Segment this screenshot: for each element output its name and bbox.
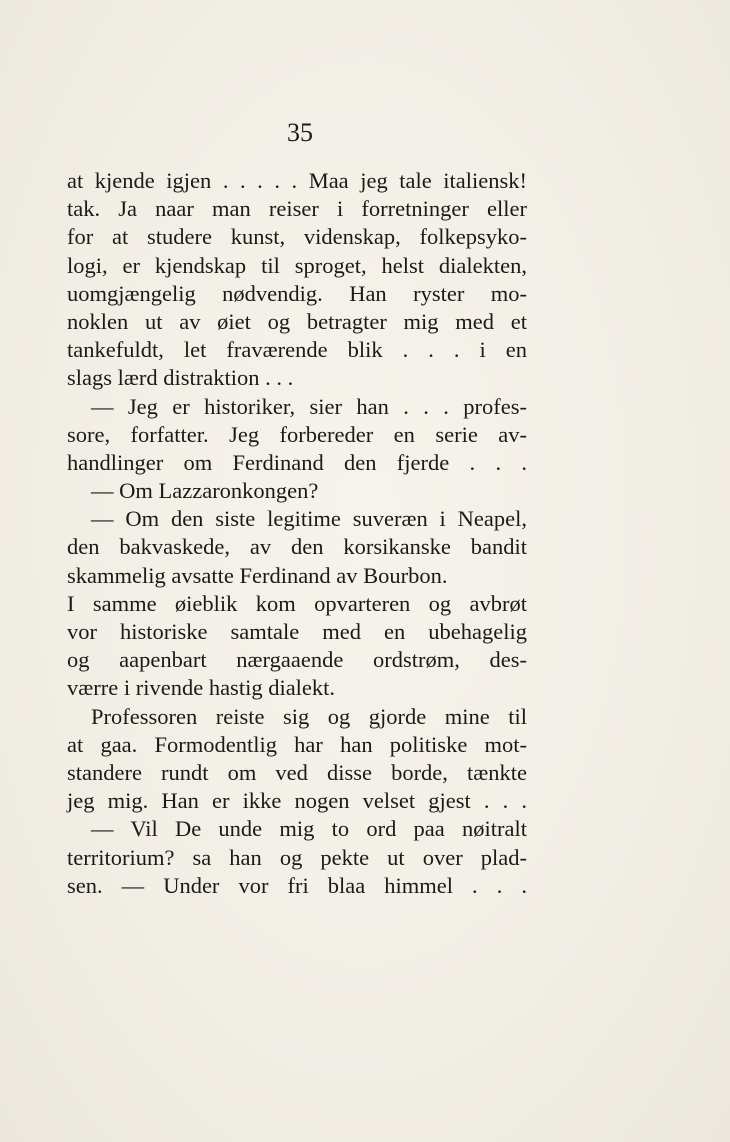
text-line: og aapenbart nærgaaende ordstrøm, des- bbox=[67, 647, 527, 673]
text-line: I samme øieblik kom opvarteren og avbrøt bbox=[67, 590, 527, 616]
text-line: — Vil De unde mig to ord paa nøitralt bbox=[91, 816, 527, 842]
text-line: handlinger om Ferdinand den fjerde . . . bbox=[67, 449, 527, 475]
body-text bbox=[67, 167, 527, 900]
page-number: 35 bbox=[287, 118, 313, 147]
text-line: uomgjængelig nødvendig. Han ryster mo- bbox=[67, 280, 527, 306]
text-line: Professoren reiste sig og gjorde mine til bbox=[91, 703, 527, 729]
text-line: standere rundt om ved disse borde, tænkte bbox=[67, 759, 527, 785]
text-line: sen. — Under vor fri blaa himmel . . . bbox=[67, 872, 527, 898]
text-line: tak. Ja naar man reiser i forretninger eller bbox=[67, 196, 527, 222]
text-line: slags lærd distraktion . . . bbox=[67, 365, 294, 391]
text-line: værre i rivende hastig dialekt. bbox=[67, 675, 336, 701]
text-line: at gaa. Formodentlig har han politiske mot- bbox=[67, 731, 527, 757]
text-line: noklen ut av øiet og betragter mig med et bbox=[67, 308, 527, 334]
text-line: — Om den siste legitime suveræn i Neapel, bbox=[91, 506, 527, 532]
text-line: jeg mig. Han er ikke nogen velset gjest . . . bbox=[67, 788, 527, 814]
text-line: tankefuldt, let fraværende blik . . . i en bbox=[67, 337, 527, 363]
text-line: at kjende igjen . . . . . Maa jeg tale italiensk! bbox=[67, 168, 527, 193]
text-line: — Jeg er historiker, sier han . . . profes- bbox=[91, 393, 527, 419]
text-line: for at studere kunst, videnskap, folkepsyko- bbox=[67, 224, 527, 250]
text-line: sore, forfatter. Jeg forbereder en serie av- bbox=[67, 421, 527, 447]
text-line: territorium? sa han og pekte ut over plad- bbox=[67, 844, 527, 870]
text-line: den bakvaskede, av den korsikanske bandit bbox=[67, 534, 527, 560]
text-line: skammelig avsatte Ferdinand av Bourbon. bbox=[67, 562, 448, 588]
text-line: logi, er kjendskap til sproget, helst dialekten, bbox=[67, 252, 527, 278]
text-line: vor historiske samtale med en ubehagelig bbox=[67, 619, 527, 644]
text-line: — Om Lazzaronkongen? bbox=[91, 478, 319, 504]
